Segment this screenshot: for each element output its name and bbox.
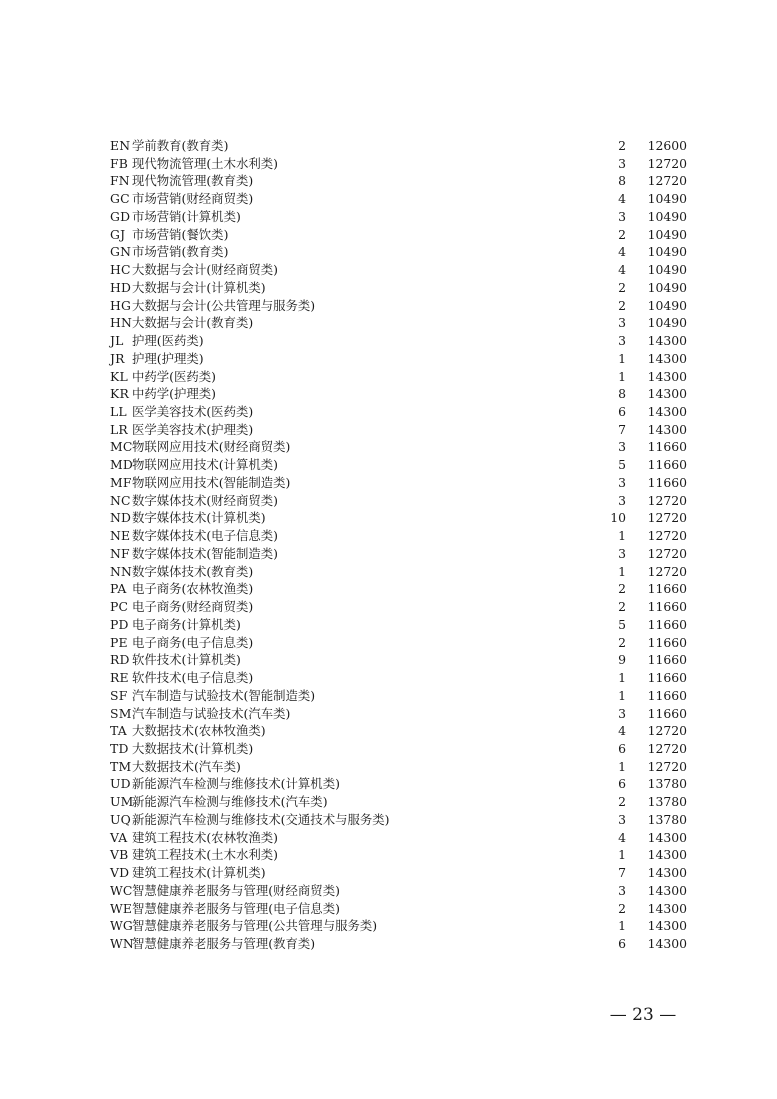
table-row — [110, 687, 690, 705]
row-code: WE — [110, 900, 133, 916]
table-row — [110, 580, 690, 598]
row-code: JL — [110, 333, 124, 349]
row-program-name: 新能源汽车检测与维修技术(汽车类) — [132, 794, 328, 810]
row-code: VA — [110, 829, 128, 845]
row-fee: 12720 — [647, 510, 687, 526]
table-row — [110, 332, 690, 350]
table-row — [110, 563, 690, 581]
row-program-name: 大数据技术(汽车类) — [132, 758, 241, 774]
row-code: HD — [110, 279, 132, 295]
row-fee: 14300 — [647, 421, 687, 437]
row-program-name: 电子商务(农林牧渔类) — [132, 581, 254, 597]
table-row — [110, 350, 690, 368]
row-fee: 14300 — [647, 847, 687, 863]
row-code: JR — [110, 350, 125, 366]
row-program-name: 大数据与会计(公共管理与服务类) — [132, 297, 316, 313]
row-fee: 12600 — [647, 138, 687, 153]
row-fee: 13780 — [647, 776, 687, 792]
row-fee: 11660 — [647, 652, 687, 668]
row-code: EN — [110, 138, 131, 153]
row-count: 4 — [618, 191, 626, 207]
row-program-name: 汽车制造与试验技术(智能制造类) — [132, 687, 316, 703]
table-row — [110, 226, 690, 244]
row-fee: 12720 — [647, 740, 687, 756]
row-program-name: 新能源汽车检测与维修技术(计算机类) — [132, 776, 340, 792]
row-code: NE — [110, 528, 131, 544]
row-code: UD — [110, 776, 131, 792]
row-program-name: 新能源汽车检测与维修技术(交通技术与服务类) — [132, 811, 390, 827]
row-count: 2 — [618, 634, 626, 650]
row-program-name: 电子商务(财经商贸类) — [132, 599, 254, 615]
table-row — [110, 243, 690, 261]
row-program-name: 中药学(医药类) — [132, 368, 217, 384]
row-count: 2 — [618, 279, 626, 295]
row-code: SM — [110, 705, 132, 721]
row-count: 3 — [618, 882, 626, 898]
table-row — [110, 545, 690, 563]
row-program-name: 电子商务(计算机类) — [132, 616, 241, 632]
table-row — [110, 758, 690, 776]
row-fee: 10490 — [647, 208, 687, 224]
row-program-name: 现代物流管理(土木水利类) — [132, 155, 278, 171]
row-program-name: 现代物流管理(教育类) — [132, 173, 254, 189]
row-fee: 14300 — [647, 368, 687, 384]
row-program-name: 物联网应用技术(计算机类) — [132, 457, 278, 473]
table-row — [110, 261, 690, 279]
row-fee: 14300 — [647, 865, 687, 881]
row-code: WN — [110, 936, 134, 952]
table-row — [110, 775, 690, 793]
row-code: PD — [110, 616, 129, 632]
row-program-name: 数字媒体技术(计算机类) — [132, 510, 266, 526]
table-row — [110, 421, 690, 439]
row-fee: 13780 — [647, 811, 687, 827]
table-row — [110, 705, 690, 723]
row-count: 7 — [618, 865, 626, 881]
table-row — [110, 279, 690, 297]
row-fee: 11660 — [647, 581, 687, 597]
row-code: SF — [110, 687, 128, 703]
table-row — [110, 900, 690, 918]
row-program-name: 电子商务(电子信息类) — [132, 634, 254, 650]
row-code: NN — [110, 563, 133, 579]
row-code: NC — [110, 492, 131, 508]
row-code: VD — [110, 865, 130, 881]
row-fee: 14300 — [647, 333, 687, 349]
row-fee: 12720 — [647, 492, 687, 508]
row-count: 6 — [618, 404, 626, 420]
row-count: 3 — [618, 492, 626, 508]
row-fee: 11660 — [647, 457, 687, 473]
row-fee: 10490 — [647, 244, 687, 260]
row-code: GJ — [110, 226, 126, 242]
row-count: 8 — [618, 173, 626, 189]
row-count: 2 — [618, 900, 626, 916]
table-row — [110, 172, 690, 190]
row-count: 7 — [618, 421, 626, 437]
row-fee: 12720 — [647, 155, 687, 171]
row-fee: 11660 — [647, 599, 687, 615]
row-code: KR — [110, 386, 129, 402]
row-program-name: 汽车制造与试验技术(汽车类) — [132, 705, 291, 721]
table-row — [110, 651, 690, 669]
table-row — [110, 616, 690, 634]
row-code: NF — [110, 545, 130, 561]
row-fee: 12720 — [647, 723, 687, 739]
row-count: 4 — [618, 723, 626, 739]
row-code: WC — [110, 882, 133, 898]
row-count: 10 — [610, 510, 626, 526]
table-row — [110, 492, 690, 510]
row-count: 6 — [618, 740, 626, 756]
row-count: 5 — [618, 457, 626, 473]
row-count: 3 — [618, 333, 626, 349]
table-row — [110, 935, 690, 953]
row-program-name: 市场营销(财经商贸类) — [132, 191, 254, 207]
row-count: 6 — [618, 936, 626, 952]
row-fee: 10490 — [647, 297, 687, 313]
row-program-name: 数字媒体技术(财经商贸类) — [132, 492, 278, 508]
row-program-name: 学前教育(教育类) — [132, 138, 229, 153]
row-code: WG — [110, 918, 134, 934]
row-program-name: 智慧健康养老服务与管理(电子信息类) — [132, 900, 340, 916]
row-program-name: 大数据技术(农林牧渔类) — [132, 723, 266, 739]
table-row — [110, 846, 690, 864]
row-program-name: 建筑工程技术(农林牧渔类) — [132, 829, 278, 845]
row-count: 2 — [618, 599, 626, 615]
row-fee: 14300 — [647, 936, 687, 952]
table-row — [110, 385, 690, 403]
row-count: 1 — [618, 670, 626, 686]
row-code: MF — [110, 474, 132, 490]
row-count: 3 — [618, 439, 626, 455]
row-fee: 11660 — [647, 634, 687, 650]
table-row — [110, 137, 690, 155]
table-row — [110, 634, 690, 652]
row-count: 8 — [618, 386, 626, 402]
row-count: 3 — [618, 811, 626, 827]
row-count: 3 — [618, 474, 626, 490]
row-fee: 12720 — [647, 173, 687, 189]
row-count: 3 — [618, 545, 626, 561]
row-count: 2 — [618, 226, 626, 242]
row-program-name: 物联网应用技术(财经商贸类) — [132, 439, 291, 455]
row-count: 2 — [618, 297, 626, 313]
table-row — [110, 917, 690, 935]
row-program-name: 建筑工程技术(计算机类) — [132, 865, 266, 881]
row-code: PA — [110, 581, 127, 597]
table-row — [110, 474, 690, 492]
row-code: PE — [110, 634, 128, 650]
row-count: 3 — [618, 155, 626, 171]
row-count: 1 — [618, 758, 626, 774]
row-program-name: 大数据与会计(财经商贸类) — [132, 262, 278, 278]
row-fee: 11660 — [647, 616, 687, 632]
row-program-name: 市场营销(教育类) — [132, 244, 229, 260]
row-code: RD — [110, 652, 130, 668]
table-row — [110, 190, 690, 208]
row-program-name: 医学美容技术(医药类) — [132, 404, 254, 420]
table-row — [110, 456, 690, 474]
row-code: UM — [110, 794, 134, 810]
row-program-name: 智慧健康养老服务与管理(教育类) — [132, 936, 316, 952]
table-row — [110, 740, 690, 758]
row-program-name: 物联网应用技术(智能制造类) — [132, 474, 291, 490]
row-count: 1 — [618, 368, 626, 384]
row-program-name: 数字媒体技术(智能制造类) — [132, 545, 278, 561]
row-fee: 11660 — [647, 687, 687, 703]
row-code: TM — [110, 758, 132, 774]
row-program-name: 智慧健康养老服务与管理(公共管理与服务类) — [132, 918, 378, 934]
row-program-name: 医学美容技术(护理类) — [132, 421, 254, 437]
row-code: TD — [110, 740, 129, 756]
row-count: 1 — [618, 918, 626, 934]
row-code: FB — [110, 155, 129, 171]
row-code: GC — [110, 191, 130, 207]
row-code: VB — [110, 847, 129, 863]
row-fee: 14300 — [647, 829, 687, 845]
row-program-name: 软件技术(电子信息类) — [132, 670, 254, 686]
table-row — [110, 527, 690, 545]
table-row — [110, 297, 690, 315]
table-row — [110, 509, 690, 527]
row-code: GN — [110, 244, 132, 260]
row-code: MD — [110, 457, 134, 473]
row-program-name: 市场营销(计算机类) — [132, 208, 241, 224]
table-row — [110, 438, 690, 456]
row-count: 4 — [618, 244, 626, 260]
table-row — [110, 208, 690, 226]
row-count: 2 — [618, 794, 626, 810]
row-count: 3 — [618, 705, 626, 721]
row-count: 5 — [618, 616, 626, 632]
row-fee: 14300 — [647, 386, 687, 402]
row-fee: 10490 — [647, 262, 687, 278]
table-row — [110, 669, 690, 687]
row-count: 6 — [618, 776, 626, 792]
row-code: LL — [110, 404, 127, 420]
row-program-name: 护理(护理类) — [132, 350, 204, 366]
row-count: 3 — [618, 315, 626, 331]
row-code: TA — [110, 723, 127, 739]
row-code: UQ — [110, 811, 132, 827]
row-fee: 12720 — [647, 528, 687, 544]
row-count: 2 — [618, 581, 626, 597]
row-program-name: 软件技术(计算机类) — [132, 652, 241, 668]
row-code: PC — [110, 599, 129, 615]
table-row — [110, 829, 690, 847]
row-count: 1 — [618, 687, 626, 703]
row-count: 4 — [618, 829, 626, 845]
table-row — [110, 598, 690, 616]
table-row — [110, 811, 690, 829]
row-code: LR — [110, 421, 128, 437]
row-program-name: 大数据与会计(计算机类) — [132, 279, 266, 295]
row-fee: 11660 — [647, 439, 687, 455]
row-fee: 14300 — [647, 900, 687, 916]
row-code: HC — [110, 262, 131, 278]
row-program-name: 市场营销(餐饮类) — [132, 226, 229, 242]
row-program-name: 数字媒体技术(教育类) — [132, 563, 254, 579]
row-program-name: 中药学(护理类) — [132, 386, 217, 402]
row-program-name: 大数据技术(计算机类) — [132, 740, 254, 756]
row-code: MC — [110, 439, 133, 455]
row-fee: 11660 — [647, 705, 687, 721]
row-code: HN — [110, 315, 133, 331]
table-row — [110, 314, 690, 332]
table-row — [110, 882, 690, 900]
row-program-name: 建筑工程技术(土木水利类) — [132, 847, 278, 863]
row-fee: 14300 — [647, 918, 687, 934]
row-fee: 10490 — [647, 226, 687, 242]
row-code: HG — [110, 297, 132, 313]
row-program-name: 数字媒体技术(电子信息类) — [132, 528, 278, 544]
row-code: FN — [110, 173, 130, 189]
row-count: 4 — [618, 262, 626, 278]
row-fee: 12720 — [647, 545, 687, 561]
row-fee: 14300 — [647, 404, 687, 420]
table-row — [110, 368, 690, 386]
row-program-name: 护理(医药类) — [132, 333, 204, 349]
row-code: RE — [110, 670, 129, 686]
row-fee: 14300 — [647, 882, 687, 898]
table-row — [110, 155, 690, 173]
table-row — [110, 864, 690, 882]
row-fee: 10490 — [647, 191, 687, 207]
row-fee: 10490 — [647, 279, 687, 295]
row-count: 3 — [618, 208, 626, 224]
row-fee: 10490 — [647, 315, 687, 331]
row-code: ND — [110, 510, 132, 526]
table-row — [110, 403, 690, 421]
table-row — [110, 722, 690, 740]
row-count: 2 — [618, 138, 626, 153]
row-fee: 13780 — [647, 794, 687, 810]
row-count: 9 — [618, 652, 626, 668]
row-fee: 14300 — [647, 350, 687, 366]
table-row — [110, 793, 690, 811]
row-count: 1 — [618, 528, 626, 544]
row-program-name: 大数据与会计(教育类) — [132, 315, 254, 331]
row-count: 1 — [618, 563, 626, 579]
row-fee: 12720 — [647, 563, 687, 579]
row-code: GD — [110, 208, 131, 224]
row-count: 1 — [618, 847, 626, 863]
program-table — [110, 137, 690, 953]
row-fee: 11660 — [647, 474, 687, 490]
page-number: — 23 — — [609, 1005, 677, 1025]
row-code: KL — [110, 368, 128, 384]
row-fee: 12720 — [647, 758, 687, 774]
row-fee: 11660 — [647, 670, 687, 686]
row-program-name: 智慧健康养老服务与管理(财经商贸类) — [132, 882, 340, 898]
row-count: 1 — [618, 350, 626, 366]
